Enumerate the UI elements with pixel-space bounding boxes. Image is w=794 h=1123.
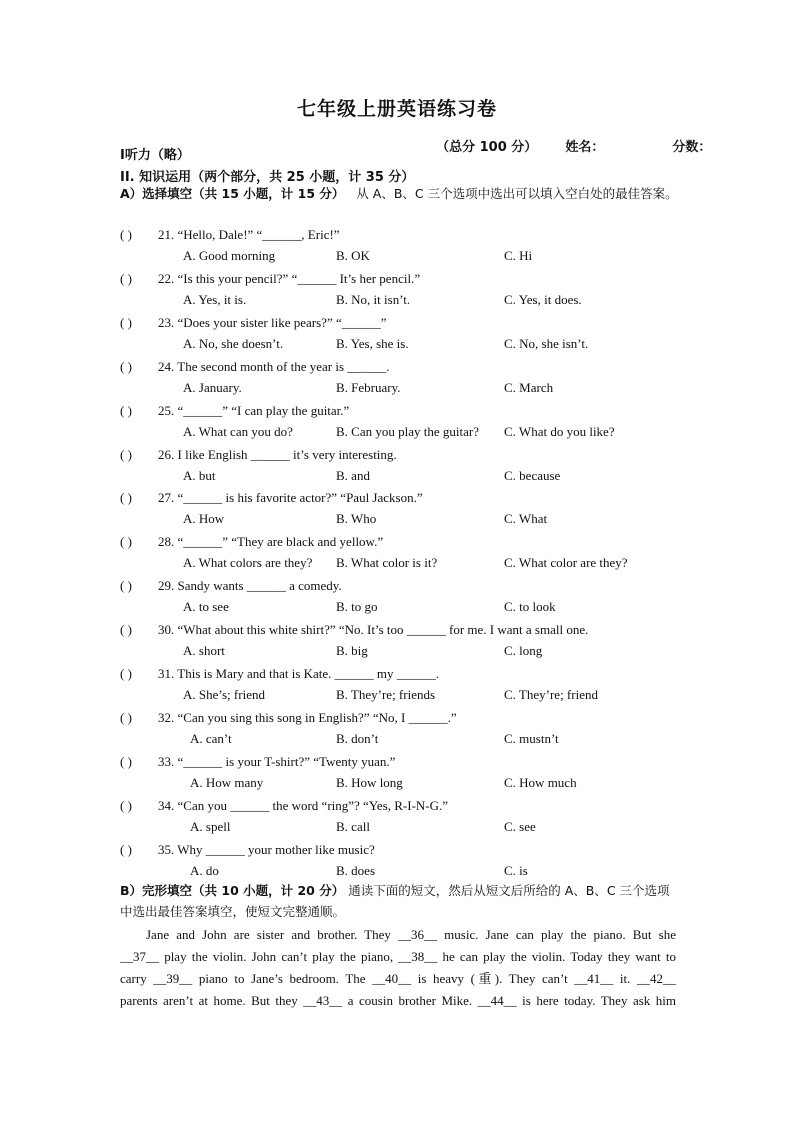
answer-blank[interactable]: ( ) [120,490,132,506]
option-a: A. What can you do? [183,423,293,439]
answer-blank[interactable]: ( ) [120,270,132,286]
question-text: 32. “Can you sing this song in English?” “No, I ______.” [158,709,457,725]
question-stem [120,842,375,858]
option-a: A. How [183,511,225,527]
answer-blank[interactable]: ( ) [120,314,132,330]
question-stem [120,271,420,287]
answer-blank[interactable]: ( ) [120,578,132,594]
option-c: C. to look [504,599,556,615]
option-a: A. short [183,643,225,659]
part-b-title: B）完形填空（共 10 小题，计 20 分） [120,883,345,898]
question-stem [120,315,387,331]
answer-blank[interactable]: ( ) [120,402,132,418]
part-a-description: 从 A、B、C 三个选项中选出可以填入空白处的最佳答案。 [356,186,678,201]
option-a: A. spell [190,818,231,834]
part-a-title: A）选择填空（共 15 小题，计 15 分） [120,186,345,201]
answer-blank[interactable]: ( ) [120,534,132,550]
question-stem [120,447,397,463]
question-stem [120,710,457,726]
option-b: B. No, it isn’t. [336,291,411,307]
option-a: A. but [183,467,216,483]
option-a: A. to see [183,599,229,615]
option-c: C. What color are they? [504,555,628,571]
part-b-description: 通读下面的短文，然后从短文后所给的 A、B、C 三个选项中选出最佳答案填空，使短文完整通顺。 [120,883,670,919]
option-a: A. How many [190,774,264,790]
option-c: C. What do you like? [504,423,615,439]
question-stem [120,666,439,682]
question-text: 22. “Is this your pencil?” “______ It’s her pencil.” [158,270,421,286]
option-a: A. She’s; friend [183,687,265,702]
question-text: 33. “______ is your T-shirt?” “Twenty yuan.” [158,753,396,769]
option-b: B. February. [336,379,401,395]
passage-line: parents aren’t at home. But they __43__ a cousin brother Mike. __44__ is here today. They ask him [120,993,676,1008]
section-listening: Ⅰ听力（略） [120,148,190,163]
question-stem [120,578,342,594]
question-text: 21. “Hello, Dale!” “______, Eric!” [158,227,340,242]
answer-blank[interactable]: ( ) [120,227,132,242]
option-b: B. Can you play the guitar? [336,423,479,439]
option-a: A. Yes, it is. [183,291,247,307]
option-b: B. How long [336,774,403,790]
option-c: C. They’re; friend [504,687,598,702]
answer-blank[interactable]: ( ) [120,709,132,725]
score-header [418,121,711,170]
cloze-passage [120,924,676,1012]
option-c: C. is [504,862,528,878]
question-stem [120,359,390,375]
option-b: B. call [336,818,370,834]
question-text: 34. “Can you ______ the word “ring”? “Yes, R-I-N-G.” [158,797,449,813]
question-stem [120,403,349,419]
question-text: 26. I like English ______ it’s very interesting. [158,446,397,462]
question-text: 24. The second month of the year is ______. [158,358,390,374]
option-c: C. Hi [504,248,533,263]
section-knowledge: II. 知识运用（两个部分，共 25 小题，计 35 分） [120,170,415,185]
option-b: B. They’re; friends [336,687,436,702]
question-text: 30. “What about this white shirt?” “No. It’s too ______ for me. I want a small one. [158,622,589,638]
option-c: C. March [504,379,554,395]
option-c: C. No, she isn’t. [504,335,589,351]
question-stem [120,622,588,638]
question-text: 31. This is Mary and that is Kate. ______ my ______. [158,666,440,681]
option-a: A. can’t [190,730,232,746]
part-a-instructions [120,183,680,204]
option-c: C. see [504,818,536,834]
score-label: 分数： [672,140,712,155]
question-text: 27. “______ is his favorite actor?” “Paul Jackson.” [158,490,423,506]
passage-line: carry __39__ piano to Jane’s bedroom. The __40__ is heavy (重). They can’t __41__ it. __42__ [120,971,676,986]
passage-line: __37__ play the violin. John can’t play the piano, __38__ he can play the violin. Today they want to [120,949,676,964]
option-b: B. to go [336,599,378,615]
option-a: A. do [190,862,219,878]
option-a: A. January. [183,379,242,395]
question-stem [120,754,395,770]
question-stem [120,227,340,243]
answer-blank[interactable]: ( ) [120,622,132,638]
option-a: A. Good morning [183,248,276,263]
option-c: C. long [504,643,543,659]
page-title: 七年级上册英语练习卷 [296,98,497,120]
total-score-label: （总分 100 分） [436,140,538,155]
question-text: 29. Sandy wants ______ a comedy. [158,578,342,594]
question-stem [120,490,423,506]
option-c: C. What [504,511,548,527]
option-b: B. and [336,467,370,483]
option-c: C. because [504,467,561,483]
name-label: 姓名： [565,140,605,155]
option-c: C. Yes, it does. [504,291,582,307]
answer-blank[interactable]: ( ) [120,841,132,857]
answer-blank[interactable]: ( ) [120,446,132,462]
part-b-instructions [120,880,680,922]
option-c: C. How much [504,774,577,790]
question-text: 25. “______” “I can play the guitar.” [158,402,350,418]
option-a: A. No, she doesn’t. [183,335,284,351]
option-b: B. What color is it? [336,555,438,571]
option-a: A. What colors are they? [183,555,313,571]
question-stem [120,798,448,814]
option-b: B. big [336,643,368,659]
answer-blank[interactable]: ( ) [120,358,132,374]
answer-blank[interactable]: ( ) [120,797,132,813]
question-text: 23. “Does your sister like pears?” “______” [158,314,387,330]
question-stem [120,534,383,550]
option-b: B. Yes, she is. [336,335,409,351]
answer-blank[interactable]: ( ) [120,666,132,681]
question-text: 35. Why ______ your mother like music? [158,841,375,857]
passage-line: Jane and John are sister and brother. They __36__ music. Jane can play the piano. But she [146,927,676,942]
question-text: 28. “______” “They are black and yellow.” [158,534,384,550]
option-c: C. mustn’t [504,730,559,746]
answer-blank[interactable]: ( ) [120,753,132,769]
option-b: B. don’t [336,730,379,746]
option-b: B. does [336,862,375,878]
option-b: B. OK [336,248,370,263]
option-b: B. Who [336,511,377,527]
